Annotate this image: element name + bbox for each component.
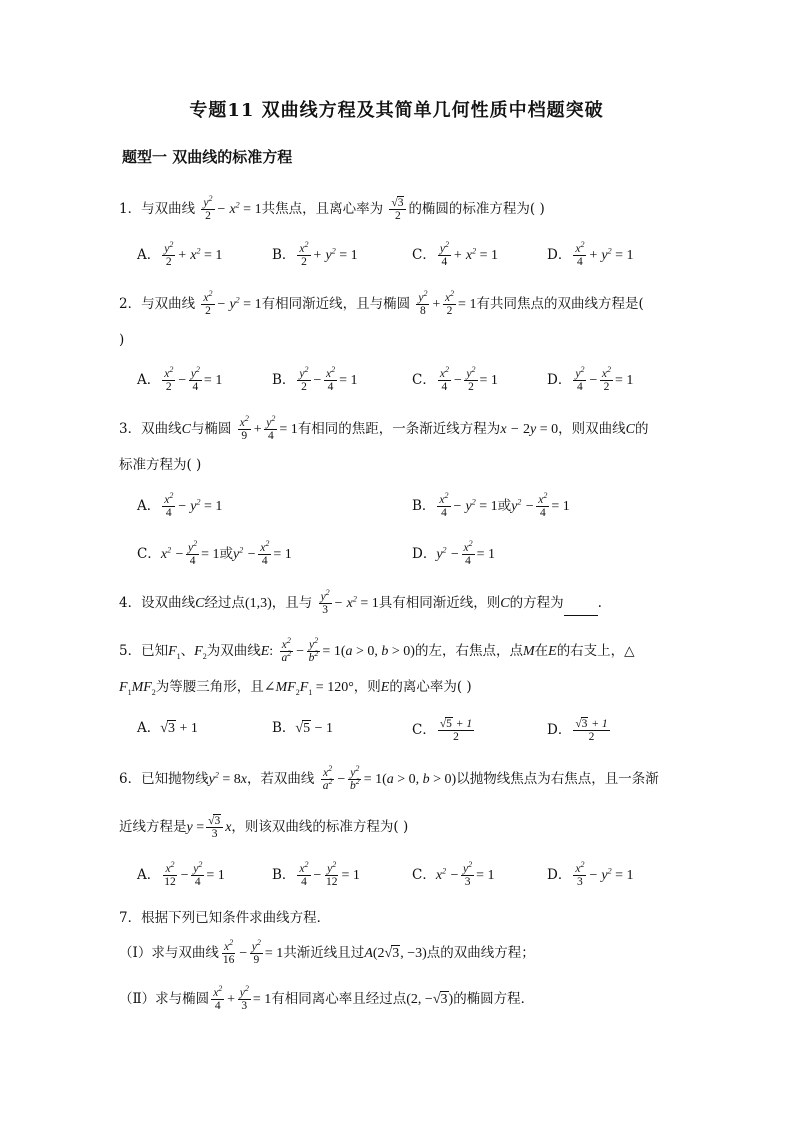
- option-a: A． $\frac{y^2}{2}$ + $x^2 = 1$: [137, 240, 223, 268]
- option-b: B． $\frac{x^2}{4}$ − $\frac{y^2}{12}$ = 1: [272, 860, 360, 888]
- option-c: C．$x^2$ − $\frac{y^2}{3}$ = 1: [412, 860, 495, 888]
- option-a: A． $\frac{x^2}{4}$ − $y^2 = 1$: [137, 491, 223, 519]
- question-7-part-1: （Ⅰ）求与双曲线 $\frac{x^2}{16}$ − $\frac{y^2}{9}$ = 1共渐近线且过A(2√3, −3)点的双曲线方程；: [119, 938, 535, 966]
- option-d: D．$y^2$ − $\frac{x^2}{4}$ = 1: [412, 539, 496, 567]
- question-1: 1．与双曲线 $\frac{y^2}{2}$ − $x^2 = 1$共焦点，且离心率为 $\frac{√3}{2}$ 的椭圆的标准方程为( ): [119, 194, 545, 222]
- option-d: D． $\frac{x^2}{3}$ − $y^2 = 1$: [547, 860, 634, 888]
- question-3-cont: 标准方程为( ): [119, 457, 202, 473]
- option-a: A． $\frac{x^2}{2}$ − $\frac{y^2}{4}$ = 1: [137, 365, 223, 393]
- option-b: B． $\frac{x^2}{4}$ − $y^2 = 1$或$y^2$ − $\frac{x^2}{4}$ = 1: [412, 491, 570, 519]
- option-c: C． $\frac{√5 + 1}{2}$: [412, 718, 473, 743]
- question-4: 4．设双曲线C经过点(1,3)，且与 $\frac{y^2}{3}$ − $x^2 = 1$具有相同渐近线，则C的方程为 .: [119, 588, 602, 616]
- option-b: B． $\frac{y^2}{2}$ − $\frac{x^2}{4}$ = 1: [272, 365, 358, 393]
- option-a: A． $\frac{x^2}{12}$ − $\frac{y^2}{4}$ = 1: [137, 860, 225, 888]
- question-7: 7．根据下列已知条件求曲线方程．: [119, 910, 331, 926]
- question-2-cont: ): [119, 332, 125, 348]
- question-6-cont: 近线方程是y = $\frac{√3}{3}$ x，则该双曲线的标准方程为( ): [119, 815, 409, 840]
- question-6: 6．已知抛物线$y^2 = 8x$，若双曲线 $\frac{x^2}{a^2}$ − $\frac{y^2}{b^2}$ = 1(a > 0, b > 0)以抛物线焦点为右焦点，且一条渐: [119, 764, 659, 792]
- section-heading: 题型一 双曲线的标准方程: [122, 148, 293, 166]
- option-a: A．√3 + 1: [137, 720, 198, 736]
- option-d: D． $\frac{x^2}{4}$ + $y^2 = 1$: [547, 240, 634, 268]
- question-3: 3．双曲线C与椭圆 $\frac{x^2}{9}$ + $\frac{y^2}{4}$ = 1有相同的焦距，一条渐近线方程为x − 2y = 0，则双曲线C的: [119, 414, 649, 442]
- formula: $\frac{y^2}{2}$: [203, 194, 213, 222]
- formula: $\frac{√3}{2}$: [389, 197, 406, 222]
- question-5: 5．已知$F_1$、$F_2$为双曲线E: $\frac{x^2}{a^2}$ − $\frac{y^2}{b^2}$ = 1(a > 0, b > 0)的左，右焦点，点M在E的右支上，△: [119, 636, 635, 664]
- option-d: D． $\frac{y^2}{4}$ − $\frac{x^2}{2}$ = 1: [547, 365, 634, 393]
- document-title: 专题11 双曲线方程及其简单几何性质中档题突破: [189, 100, 604, 121]
- question-7-part-2: （Ⅱ）求与椭圆 $\frac{x^2}{4}$ + $\frac{y^2}{3}$ = 1有相同离心率且经过点(2, −√3)的椭圆方程．: [119, 984, 535, 1012]
- question-2: 2．与双曲线 $\frac{x^2}{2}$ − $y^2 = 1$有相同渐近线，且与椭圆 $\frac{y^2}{8}$ + $\frac{x^2}{2}$ = 1有共同焦点的双曲线方程是(: [119, 289, 644, 317]
- answer-blank[interactable]: [564, 603, 598, 616]
- option-b: B．√5 − 1: [272, 720, 334, 736]
- option-c: C．$x^2$ − $\frac{y^2}{4}$ = 1或$y^2$ − $\frac{x^2}{4}$ = 1: [137, 539, 292, 567]
- option-c: C． $\frac{y^2}{4}$ + $x^2 = 1$: [412, 240, 499, 268]
- option-d: D． $\frac{√3 + 1}{2}$: [547, 718, 608, 743]
- option-b: B． $\frac{x^2}{2}$ + $y^2 = 1$: [272, 240, 358, 268]
- question-5-cont: $F_1MF_2$为等腰三角形，且$\angle MF_2F_1 = 120^\circ$，则E的离心率为( ): [119, 679, 472, 697]
- option-c: C． $\frac{x^2}{4}$ − $\frac{y^2}{2}$ = 1: [412, 365, 498, 393]
